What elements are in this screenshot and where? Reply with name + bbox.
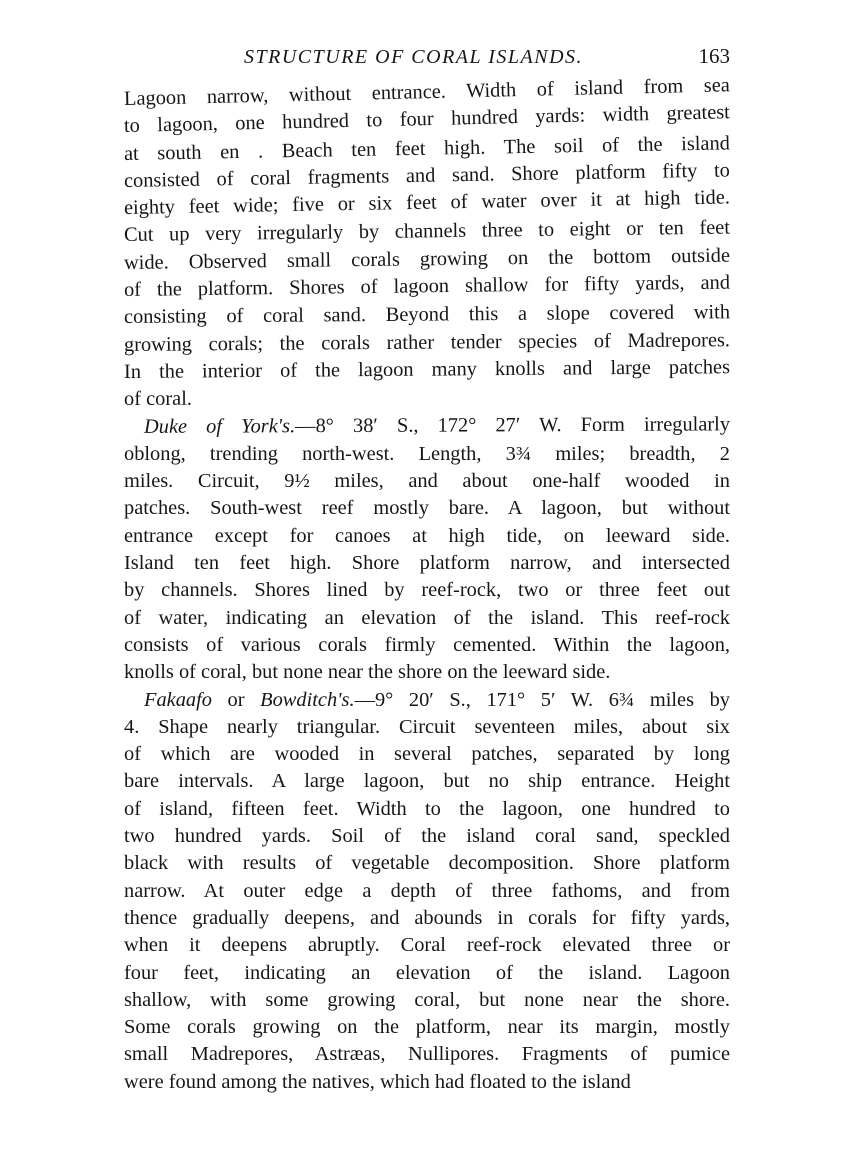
text-line-entry-heading (124, 687, 730, 714)
text-line: consisting of coral sand. Beyond this a slope covered with (123, 301, 731, 329)
text-line: consisted of coral fragments and sand. Shore platform fifty to (123, 159, 731, 192)
text-line: by channels. Shores lined by reef-rock, two or three feet out (124, 579, 730, 602)
text-line: shallow, with some growing coral, but none near the shore. (124, 988, 730, 1011)
island-name: Duke of York's. (143, 414, 296, 438)
island-coordinates: —9° 20′ S., 171° 5′ W. 6¾ miles by (354, 688, 730, 711)
island-coordinates: —8° 38′ S., 172° 27′ W. Form irregularly (295, 412, 731, 437)
text-line: of the platform. Shores of lagoon shallow for fifty yards, and (123, 271, 731, 302)
page-number: 163 (698, 44, 730, 68)
island-name: Fakaafo (144, 688, 212, 711)
text-line: at south en . Beach ten feet high. The soil of the island (123, 132, 731, 165)
text-line: bare intervals. A large lagoon, but no ship entrance. Height (124, 770, 730, 793)
text-line: 4. Shape nearly triangular. Circuit seventeen miles, about six (124, 715, 730, 738)
text-line: four feet, indicating an elevation of the island. Lagoon (124, 961, 730, 984)
text-line: knolls of coral, but none near the shore on the leeward side. (124, 661, 611, 684)
text-line: of coral. (123, 387, 192, 411)
text-line: Lagoon narrow, without entrance. Width of island from sea (123, 74, 731, 110)
text-line: eighty feet wide; five or six feet of water over it at high tide. (123, 186, 731, 220)
text-line-entry-heading (124, 411, 730, 441)
body-text (123, 74, 731, 1096)
running-head (124, 44, 730, 78)
text-line: to lagoon, one hundred to four hundred yards: width greatest (123, 101, 731, 138)
text-line: Cut up very irregularly by channels three to eight or ten feet (123, 217, 731, 247)
text-line: entrance except for canoes at high tide, on leeward side. (124, 524, 730, 547)
text-line: thence gradually deepens, and abounds in corals for fifty yards, (124, 906, 730, 929)
running-title: STRUCTURE OF CORAL ISLANDS. (244, 46, 584, 68)
text-line: In the interior of the lagoon many knolls and large patches (123, 356, 731, 383)
text-line: wide. Observed small corals growing on the bottom outside (123, 244, 731, 274)
text-line: Island ten feet high. Shore platform narrow, and intersected (124, 552, 730, 575)
text-line: oblong, trending north-west. Length, 3¾ miles; breadth, 2 (124, 442, 730, 465)
island-alt-name: Bowditch's. (260, 688, 355, 711)
text-line: of water, indicating an elevation of the island. This reef-rock (124, 606, 730, 629)
text-line: when it deepens abruptly. Coral reef-rock elevated three or (124, 934, 730, 957)
text-line: miles. Circuit, 9½ miles, and about one-half wooded in (124, 470, 730, 493)
text-line: of island, fifteen feet. Width to the lagoon, one hundred to (124, 797, 730, 820)
text-line: of which are wooded in several patches, separated by long (124, 743, 730, 766)
connective: or (211, 688, 261, 711)
text-line: black with results of vegetable decomposition. Shore platform (124, 852, 730, 875)
text-line: narrow. At outer edge a depth of three fathoms, and from (124, 879, 730, 902)
text-line: two hundred yards. Soil of the island coral sand, speckled (124, 825, 730, 848)
text-line: were found among the natives, which had floated to the island (124, 1070, 631, 1093)
text-line: consists of various corals firmly cemented. Within the lagoon, (124, 633, 730, 656)
text-line: growing corals; the corals rather tender species of Madrepores. (123, 328, 731, 356)
text-line: small Madrepores, Astræas, Nullipores. Fragments of pumice (124, 1043, 730, 1066)
text-line: Some corals growing on the platform, near its margin, mostly (124, 1016, 730, 1039)
text-line: patches. South-west reef mostly bare. A lagoon, but without (124, 497, 730, 520)
